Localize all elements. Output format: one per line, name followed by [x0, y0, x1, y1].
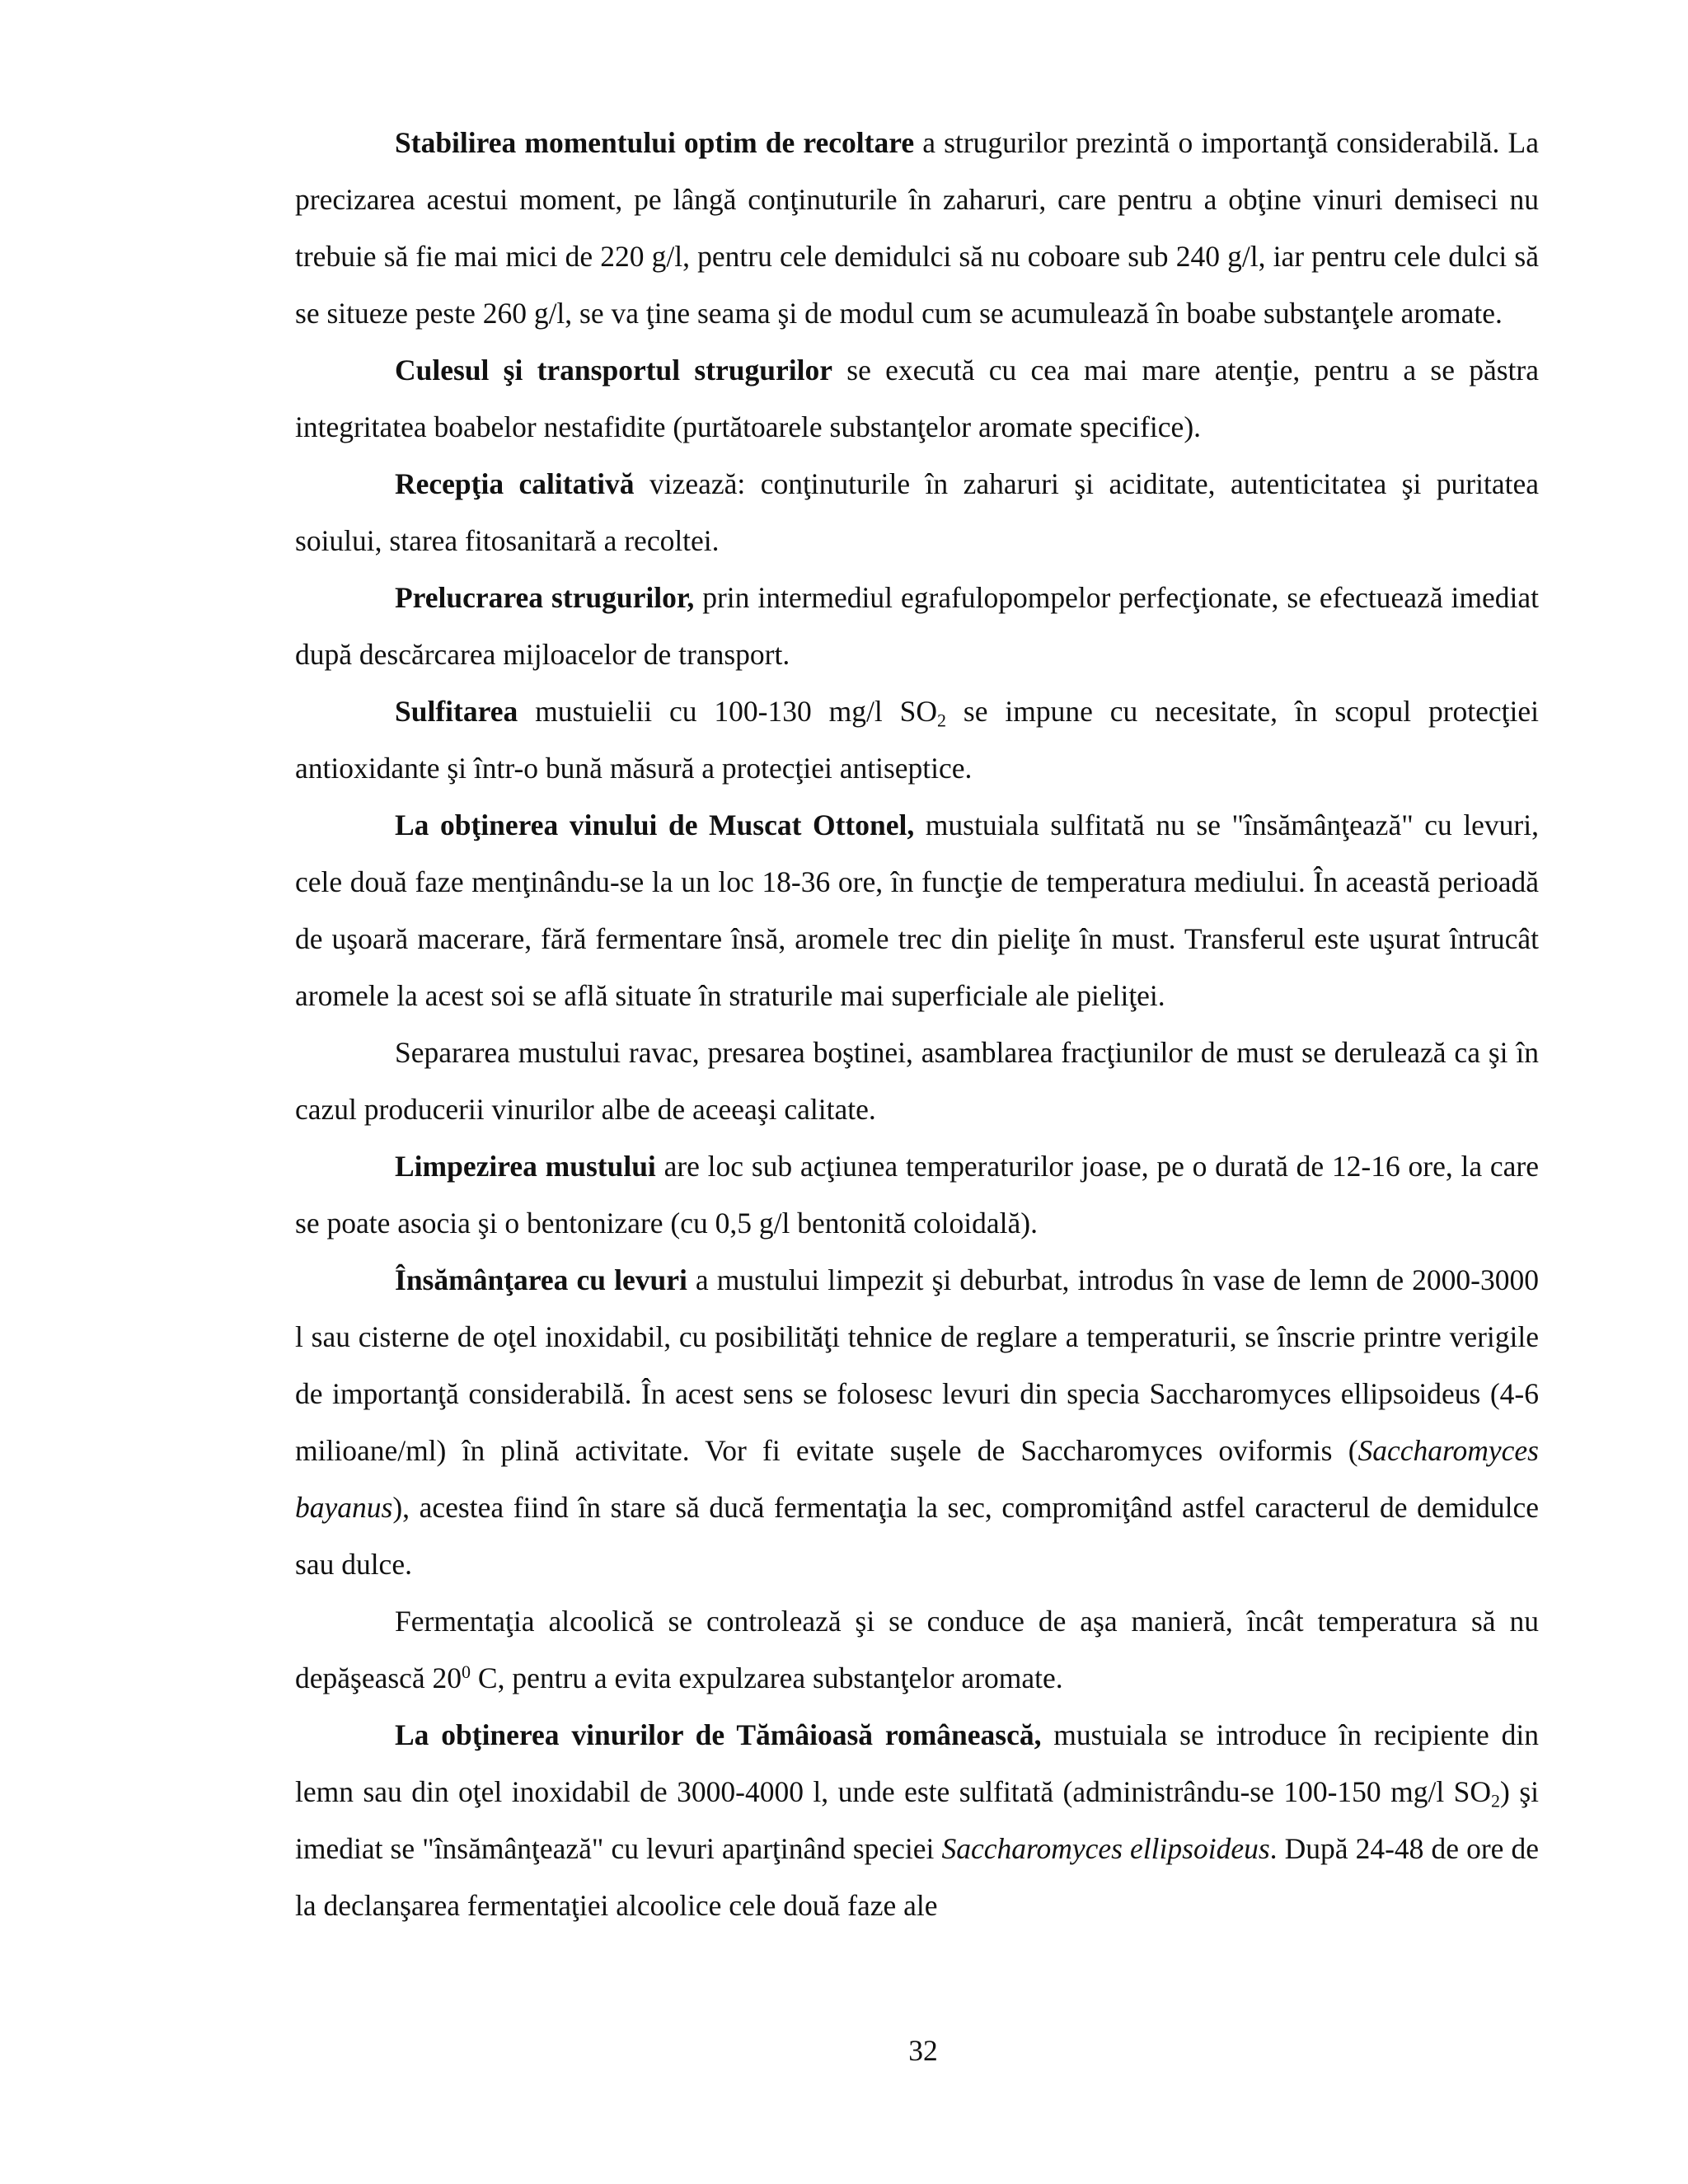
paragraph-heading: Culesul şi transportul strugurilor: [395, 354, 833, 387]
paragraph-text: Separarea mustului ravac, presarea boştinei, asamblarea fracţiunilor de must se derulează ca şi în cazul producerii vinurilor albe de aceeaşi calitate.: [295, 1036, 1539, 1126]
paragraph-text: mustuiala sulfitată nu se "însămânţează" cu levuri, cele două faze menţinându-se la un loc 18-36 ore, în funcţie de temperatura mediului. În această perioadă de uşoară macerare, fără fermentare însă, aromele trec din pieliţe în must. Transferul este uşurat întrucât aromele la acest soi se află situate în straturile mai superficiale ale pieliţei.: [295, 808, 1539, 1012]
paragraph-text: a strugurilor prezintă o importanţă considerabilă. La precizarea acestui moment, pe lângă conţinuturile în zaharuri, care pentru a obţine vinuri demiseci nu trebuie să fie mai mici de 220 g/l, pentru cele demidulci să nu coboare sub 240 g/l, iar pentru cele dulci să se situeze peste 260 g/l, se va ţine seama şi de modul cum se acumulează în boabe substanţele aromate.: [295, 126, 1539, 330]
paragraph-text: are loc sub acţiunea temperaturilor joase, pe o durată de 12-16 ore, la care se poate asocia şi o bentonizare (cu 0,5 g/l bentonită coloidală).: [295, 1150, 1539, 1240]
paragraph-heading: La obţinerea vinului de Muscat Ottonel,: [395, 808, 915, 841]
paragraph-heading: Recepţia calitativă: [395, 467, 635, 500]
italic-species-name: Saccharomyces bayanus: [295, 1434, 1539, 1524]
paragraph-picking-transport: [295, 342, 1539, 456]
paragraph-text: ) şi imediat se "însămânţează" cu levuri aparţinând speciei: [295, 1775, 1539, 1865]
paragraph-must-clarification: [295, 1138, 1539, 1252]
paragraph-heading: Limpezirea mustului: [395, 1150, 656, 1183]
paragraph-heading: La obţinerea vinurilor de Tămâioasă românească,: [395, 1718, 1042, 1751]
paragraph-text: mustuielii cu 100-130 mg/l SO: [518, 695, 938, 728]
subscript: 2: [937, 710, 947, 731]
paragraph-text: Fermentaţia alcoolică se controlează şi se conduce de aşa manieră, încât temperatura să nu depăşească 20: [295, 1605, 1539, 1694]
paragraph-text: se execută cu cea mai mare atenţie, pentru a se păstra integritatea boabelor nestafidite (purtătoarele substanţelor aromate specifice).: [295, 354, 1539, 443]
paragraph-sulfiting: [295, 683, 1539, 797]
paragraph-text: ), acestea fiind în stare să ducă fermentaţia la sec, compromiţând astfel caracterul de demidulce sau dulce.: [295, 1491, 1539, 1581]
superscript-degree: 0: [462, 1661, 471, 1682]
document-body: [295, 115, 1539, 1934]
paragraph-text: mustuiala se introduce în recipiente din lemn sau din oţel inoxidabil de 3000-4000 l, unde este sulfitată (administrându-se 100-150 mg/l SO: [295, 1718, 1539, 1808]
paragraph-yeast-inoculation: [295, 1252, 1539, 1593]
italic-species-name: Saccharomyces ellipsoideus: [941, 1832, 1270, 1865]
paragraph-heading: Prelucrarea strugurilor,: [395, 581, 695, 614]
paragraph-alcoholic-fermentation: [295, 1593, 1539, 1707]
paragraph-text: se impune cu necesitate, în scopul protecţiei antioxidante şi într-o bună măsură a protecţiei antiseptice.: [295, 695, 1539, 785]
paragraph-text: C, pentru a evita expulzarea substanţelor aromate.: [471, 1661, 1063, 1694]
paragraph-muscat-ottonel: [295, 797, 1539, 1024]
paragraph-text: prin intermediul egrafulopompelor perfecţionate, se efectuează imediat după descărcarea mijloacelor de transport.: [295, 581, 1539, 671]
paragraph-must-separation: [295, 1024, 1539, 1138]
paragraph-quality-reception: [295, 456, 1539, 569]
subscript: 2: [1491, 1790, 1501, 1811]
paragraph-heading: Însămânţarea cu levuri: [395, 1263, 687, 1296]
paragraph-text: vizează: conţinuturile în zaharuri şi aciditate, autenticitatea şi puritatea soiului, starea fitosanitară a recoltei.: [295, 467, 1539, 557]
paragraph-grape-processing: [295, 569, 1539, 683]
paragraph-tamaioasa-romaneasca: [295, 1707, 1539, 1934]
paragraph-heading: Sulfitarea: [395, 695, 518, 728]
paragraph-text: a mustului limpezit şi deburbat, introdus în vase de lemn de 2000-3000 l sau cisterne de oţel inoxidabil, cu posibilităţi tehnice de reglare a temperaturii, se înscrie printre verigile de importanţă considerabilă. În acest sens se folosesc levuri din specia Saccharomyces ellipsoideus (4-6 milioane/ml) în plină activitate. Vor fi evitate suşele de Saccharomyces oviformis (: [295, 1263, 1539, 1467]
paragraph-heading: Stabilirea momentului optim de recoltare: [395, 126, 915, 159]
paragraph-harvest-timing: [295, 115, 1539, 342]
paragraph-text: . După 24-48 de ore de la declanşarea fermentaţiei alcoolice cele două faze ale: [295, 1832, 1539, 1922]
page-number: 32: [908, 2034, 938, 2067]
